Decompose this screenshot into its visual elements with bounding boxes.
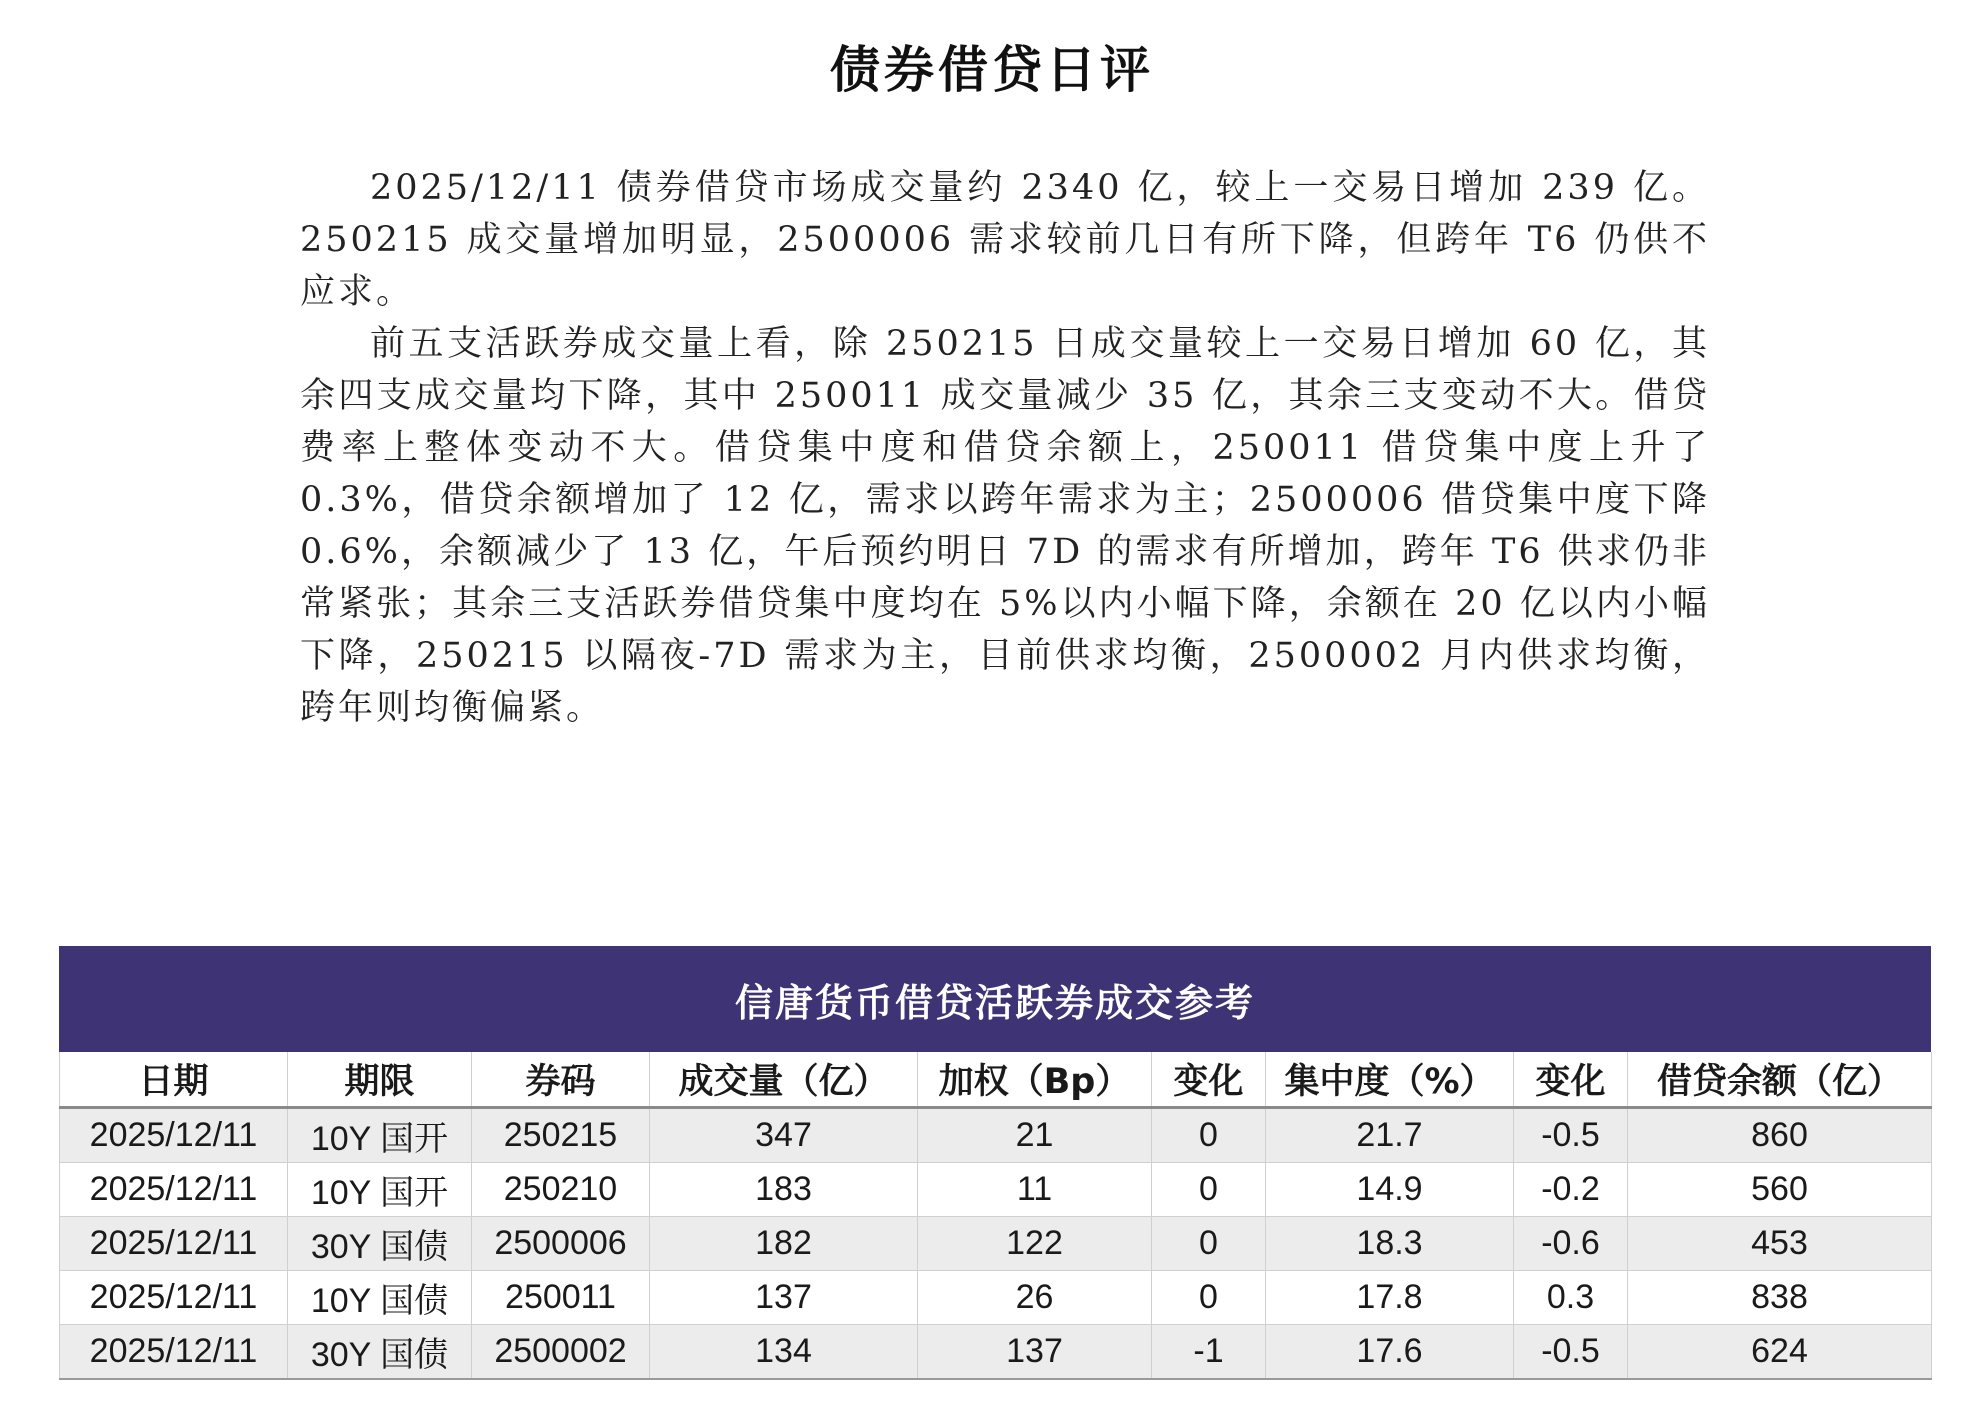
- cell-concentration: 17.6: [1266, 1325, 1514, 1380]
- cell-change2: -0.2: [1514, 1163, 1628, 1217]
- paragraph-2: 前五支活跃券成交量上看，除 250215 日成交量较上一交易日增加 60 亿，其余四支成交量均下降，其中 250011 成交量减少 35 亿，其余三支变动不大。借贷费率上整体变动不大。借贷集中度和借贷余额上，250011 借贷集中度上升了 0.3%，借贷余额增加了 12 亿，需求以跨年需求为主；2500006 借贷集中度下降 0.6%，余额减少了 13 亿，午后预约明日 7D 的需求有所增加，跨年 T6 供求仍非常紧张；其余三支活跃券借贷集中度均在 5%以内小幅下降，余额在 20 亿以内小幅下降，250215 以隔夜-7D 需求为主，目前供求均衡，2500002 月内供求均衡，跨年则均衡偏紧。: [300, 324, 1710, 728]
- table-row: [60, 1108, 1932, 1163]
- article-body: [300, 162, 1710, 734]
- cell-change: -1: [1152, 1325, 1266, 1380]
- cell-volume: 347: [650, 1108, 918, 1163]
- cell-concentration: 14.9: [1266, 1163, 1514, 1217]
- cell-concentration: 21.7: [1266, 1108, 1514, 1163]
- cell-code: 2500006: [472, 1217, 650, 1271]
- cell-term: 30Y 国债: [288, 1217, 472, 1271]
- cell-change: 0: [1152, 1163, 1266, 1217]
- cell-weighted: 122: [918, 1217, 1152, 1271]
- paragraph-1: 2025/12/11 债券借贷市场成交量约 2340 亿，较上一交易日增加 239 亿。250215 成交量增加明显，2500006 需求较前几日有所下降，但跨年 T6 仍供不应求。: [300, 168, 1710, 312]
- cell-term: 10Y 国债: [288, 1271, 472, 1325]
- cell-volume: 182: [650, 1217, 918, 1271]
- page-title: 债券借贷日评: [830, 41, 1154, 99]
- cell-date: 2025/12/11: [60, 1271, 288, 1325]
- cell-balance: 560: [1628, 1163, 1932, 1217]
- cell-term: 10Y 国开: [288, 1163, 472, 1217]
- cell-balance: 838: [1628, 1271, 1932, 1325]
- cell-volume: 183: [650, 1163, 918, 1217]
- cell-date: 2025/12/11: [60, 1163, 288, 1217]
- table-row: [60, 1271, 1932, 1325]
- col-code-header: 券码: [472, 1052, 650, 1108]
- active-bonds-table: [59, 946, 1931, 1380]
- cell-change: 0: [1152, 1271, 1266, 1325]
- table-row: [60, 1217, 1932, 1271]
- col-change2-header: 变化: [1514, 1052, 1628, 1108]
- cell-weighted: 26: [918, 1271, 1152, 1325]
- cell-volume: 134: [650, 1325, 918, 1380]
- cell-change2: 0.3: [1514, 1271, 1628, 1325]
- col-volume-header: 成交量（亿）: [650, 1052, 918, 1108]
- cell-balance: 453: [1628, 1217, 1932, 1271]
- cell-code: 2500002: [472, 1325, 650, 1380]
- col-concentration-header: 集中度（%）: [1266, 1052, 1514, 1108]
- cell-weighted: 137: [918, 1325, 1152, 1380]
- col-date-header: 日期: [60, 1052, 288, 1108]
- cell-concentration: 17.8: [1266, 1271, 1514, 1325]
- cell-term: 10Y 国开: [288, 1108, 472, 1163]
- cell-change: 0: [1152, 1217, 1266, 1271]
- cell-code: 250215: [472, 1108, 650, 1163]
- col-balance-header: 借贷余额（亿）: [1628, 1052, 1932, 1108]
- cell-concentration: 18.3: [1266, 1217, 1514, 1271]
- cell-weighted: 11: [918, 1163, 1152, 1217]
- cell-change: 0: [1152, 1108, 1266, 1163]
- col-term-header: 期限: [288, 1052, 472, 1108]
- cell-code: 250210: [472, 1163, 650, 1217]
- col-weighted-header: 加权（Bp）: [918, 1052, 1152, 1108]
- table-header-row: [60, 1052, 1932, 1108]
- data-table: [59, 1052, 1932, 1380]
- table-row: [60, 1325, 1932, 1380]
- cell-volume: 137: [650, 1271, 918, 1325]
- cell-change2: -0.5: [1514, 1325, 1628, 1380]
- cell-change2: -0.5: [1514, 1108, 1628, 1163]
- cell-term: 30Y 国债: [288, 1325, 472, 1380]
- cell-balance: 860: [1628, 1108, 1932, 1163]
- cell-change2: -0.6: [1514, 1217, 1628, 1271]
- table-title: 信唐货币借贷活跃券成交参考: [59, 946, 1931, 1052]
- col-change-header: 变化: [1152, 1052, 1266, 1108]
- cell-balance: 624: [1628, 1325, 1932, 1380]
- cell-code: 250011: [472, 1271, 650, 1325]
- cell-date: 2025/12/11: [60, 1325, 288, 1380]
- cell-weighted: 21: [918, 1108, 1152, 1163]
- cell-date: 2025/12/11: [60, 1217, 288, 1271]
- table-row: [60, 1163, 1932, 1217]
- cell-date: 2025/12/11: [60, 1108, 288, 1163]
